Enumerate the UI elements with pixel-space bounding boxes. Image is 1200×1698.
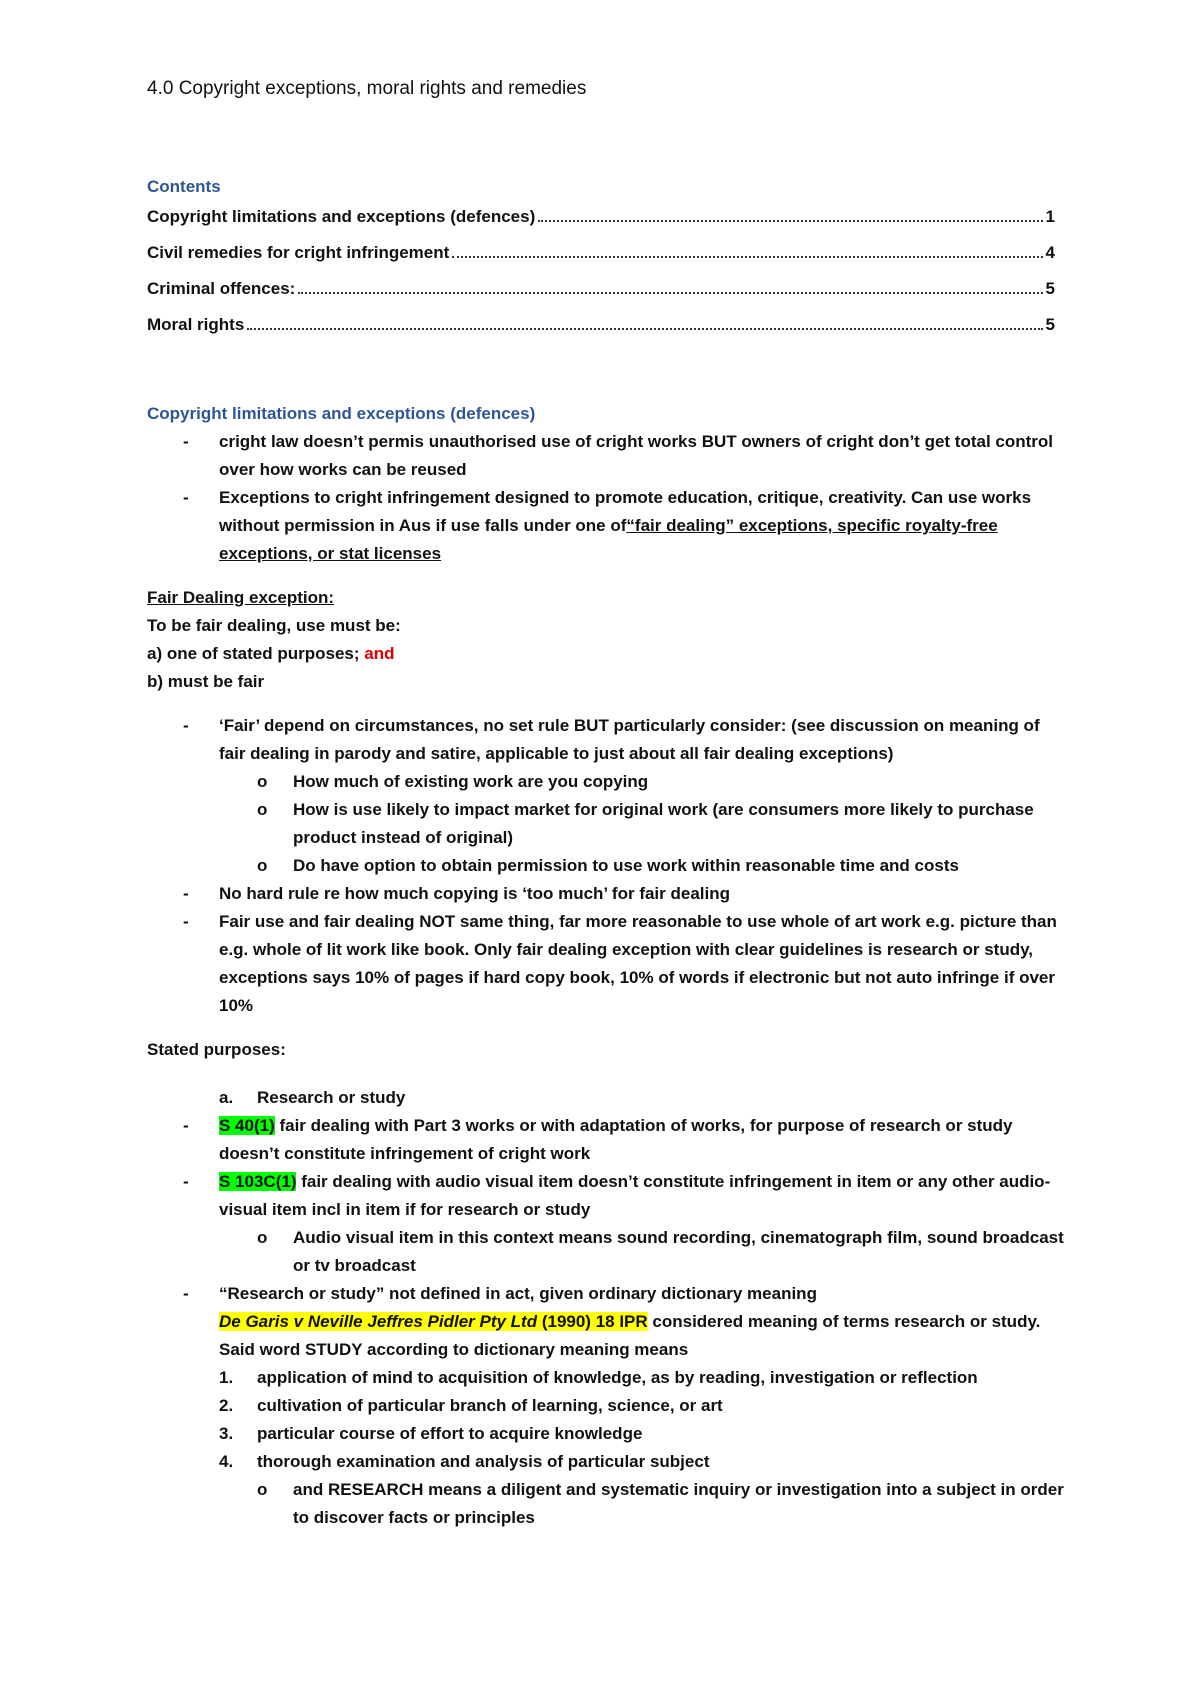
list-number: 3. <box>219 1424 234 1443</box>
toc-entry-label: Criminal offences: <box>147 279 296 298</box>
numbered-item <box>147 1392 1067 1420</box>
bullet-text: No hard rule re how much copying is ‘too much’ for fair dealing <box>219 884 731 903</box>
sub-bullet-marker: o <box>257 772 268 791</box>
bullet-text <box>147 1112 1067 1168</box>
list-item <box>147 1084 1067 1112</box>
bullet-text: ‘Fair’ depend on circumstances, no set rule BUT particularly consider: (see discussion on meaning of fair dealing in parody and satire, applicable to just about all fair dealing exceptions) <box>219 716 1040 763</box>
subheading: Stated purposes: <box>147 1040 286 1059</box>
toc-entry-label: Civil remedies for cright infringement <box>147 243 450 262</box>
section-reference: S 103C(1) <box>219 1172 297 1191</box>
sub-list-item <box>147 796 1067 852</box>
bullet-marker: - <box>183 912 189 931</box>
spacer <box>147 1020 1067 1036</box>
paragraph <box>147 640 1067 668</box>
list-text: application of mind to acquisition of knowledge, as by reading, investigation or reflection <box>257 1368 978 1387</box>
bullet-text <box>147 1168 1067 1224</box>
list-number: 4. <box>219 1452 234 1471</box>
toc-entry[interactable] <box>147 241 1055 277</box>
spacer <box>147 696 1067 712</box>
toc-leader-dots <box>538 220 1042 222</box>
list-marker: a. <box>219 1088 234 1107</box>
case-name: De Garis v Neville Jeffres Pidler Pty Ltd <box>219 1312 538 1331</box>
toc-entry[interactable] <box>147 313 1055 349</box>
paragraph: b) must be fair <box>147 672 265 691</box>
sub-bullet-marker: o <box>257 800 268 819</box>
list-item <box>147 712 1067 768</box>
sub-bullet-text: How much of existing work are you copying <box>293 772 649 791</box>
toc-leader-dots <box>247 328 1042 330</box>
toc-entry-page: 1 <box>1045 207 1055 226</box>
numbered-item <box>147 1420 1067 1448</box>
list-item <box>147 1168 1067 1224</box>
bullet-text: “Research or study” not defined in act, given ordinary dictionary meaning <box>219 1284 817 1303</box>
toc-entry-page: 5 <box>1045 315 1055 334</box>
bullet-marker: - <box>183 1172 189 1191</box>
case-text: considered meaning of terms research or study. Said word STUDY according to dictionary meaning means <box>219 1312 1041 1359</box>
table-of-contents <box>147 175 1055 349</box>
sub-bullet-text: and RESEARCH means a diligent and systematic inquiry or investigation into a subject in order to discover facts or principles <box>293 1480 1064 1527</box>
bullet-marker: - <box>183 1284 189 1303</box>
list-number: 1. <box>219 1368 234 1387</box>
paragraph: To be fair dealing, use must be: <box>147 616 401 635</box>
toc-entry[interactable] <box>147 277 1055 313</box>
bullet-text-plain: Exceptions to cright infringement designed to promote education, critique, creativity. Can use works without permission in Aus if use falls under one of <box>219 488 1032 535</box>
sub-list-item <box>147 852 1067 880</box>
list-item <box>147 1112 1067 1168</box>
toc-entry-page: 5 <box>1045 279 1055 298</box>
underlined-text: “fair dealing” exceptions, specific royalty-free exceptions, or stat licenses <box>219 516 998 563</box>
document-title: 4.0 Copyright exceptions, moral rights and remedies <box>147 78 587 99</box>
condition-text: a) one of stated purposes; <box>147 644 360 663</box>
toc-entry-label: Moral rights <box>147 315 245 334</box>
bullet-marker: - <box>183 716 189 735</box>
sub-list-item <box>147 768 1067 796</box>
subheading: Fair Dealing exception: <box>147 588 335 607</box>
sub-bullet-text: How is use likely to impact market for original work (are consumers more likely to purchase product instead of original) <box>293 800 1034 847</box>
list-item <box>147 908 1067 1020</box>
bullet-marker: - <box>183 432 189 451</box>
bullet-marker: - <box>183 884 189 903</box>
list-text: Research or study <box>257 1088 406 1107</box>
bullet-marker: - <box>183 488 189 507</box>
list-text: particular course of effort to acquire knowledge <box>257 1424 643 1443</box>
spacer <box>147 568 1067 584</box>
bullet-marker: - <box>183 1116 189 1135</box>
spacer <box>147 1064 1067 1084</box>
bullet-text: cright law doesn’t permis unauthorised use of cright works BUT owners of cright don’t get total control over how works can be reused <box>219 432 1054 479</box>
list-item <box>147 1280 1067 1308</box>
toc-entry-page: 4 <box>1045 243 1055 262</box>
list-number: 2. <box>219 1396 234 1415</box>
section-heading: Copyright limitations and exceptions (defences) <box>147 404 536 423</box>
numbered-item <box>147 1448 1067 1476</box>
sub-list-item <box>147 1476 1067 1532</box>
bullet-text-plain: fair dealing with Part 3 works or with adaptation of works, for purpose of research or study doesn’t constitute infringement of cright work <box>219 1116 1013 1163</box>
list-text: cultivation of particular branch of learning, science, or art <box>257 1396 723 1415</box>
toc-leader-dots <box>298 292 1042 294</box>
toc-leader-dots <box>452 256 1042 258</box>
toc-entry-label: Copyright limitations and exceptions (defences) <box>147 207 536 226</box>
list-item <box>147 484 1067 568</box>
bullet-text: Fair use and fair dealing NOT same thing, far more reasonable to use whole of art work e.g. picture than e.g. whole of lit work like book. Only fair dealing exception with clear guidelines is research or study, exceptions says 10% of pages if hard copy book, 10% of words if electronic but not auto infringe if over 10% <box>219 912 1057 1015</box>
sub-bullet-marker: o <box>257 1228 268 1247</box>
case-citation: (1990) 18 IPR <box>537 1312 648 1331</box>
numbered-item <box>147 1364 1067 1392</box>
document-body <box>147 400 1067 1532</box>
sub-bullet-marker: o <box>257 1480 268 1499</box>
list-text: thorough examination and analysis of particular subject <box>257 1452 710 1471</box>
sub-bullet-text: Do have option to obtain permission to use work within reasonable time and costs <box>293 856 959 875</box>
sub-bullet-text: Audio visual item in this context means sound recording, cinematograph film, sound broadcast or tv broadcast <box>293 1228 1064 1275</box>
case-paragraph <box>147 1308 1067 1364</box>
bullet-text-plain: fair dealing with audio visual item doesn’t constitute infringement in item or any other audio-visual item incl in item if for research or study <box>219 1172 1051 1219</box>
bullet-text <box>147 484 1067 568</box>
emphasis-and: and <box>364 644 395 663</box>
list-item <box>147 880 1067 908</box>
section-reference: S 40(1) <box>219 1116 275 1135</box>
toc-entry[interactable] <box>147 205 1055 241</box>
list-item <box>147 428 1067 484</box>
sub-list-item <box>147 1224 1067 1280</box>
sub-bullet-marker: o <box>257 856 268 875</box>
toc-heading: Contents <box>147 177 221 196</box>
